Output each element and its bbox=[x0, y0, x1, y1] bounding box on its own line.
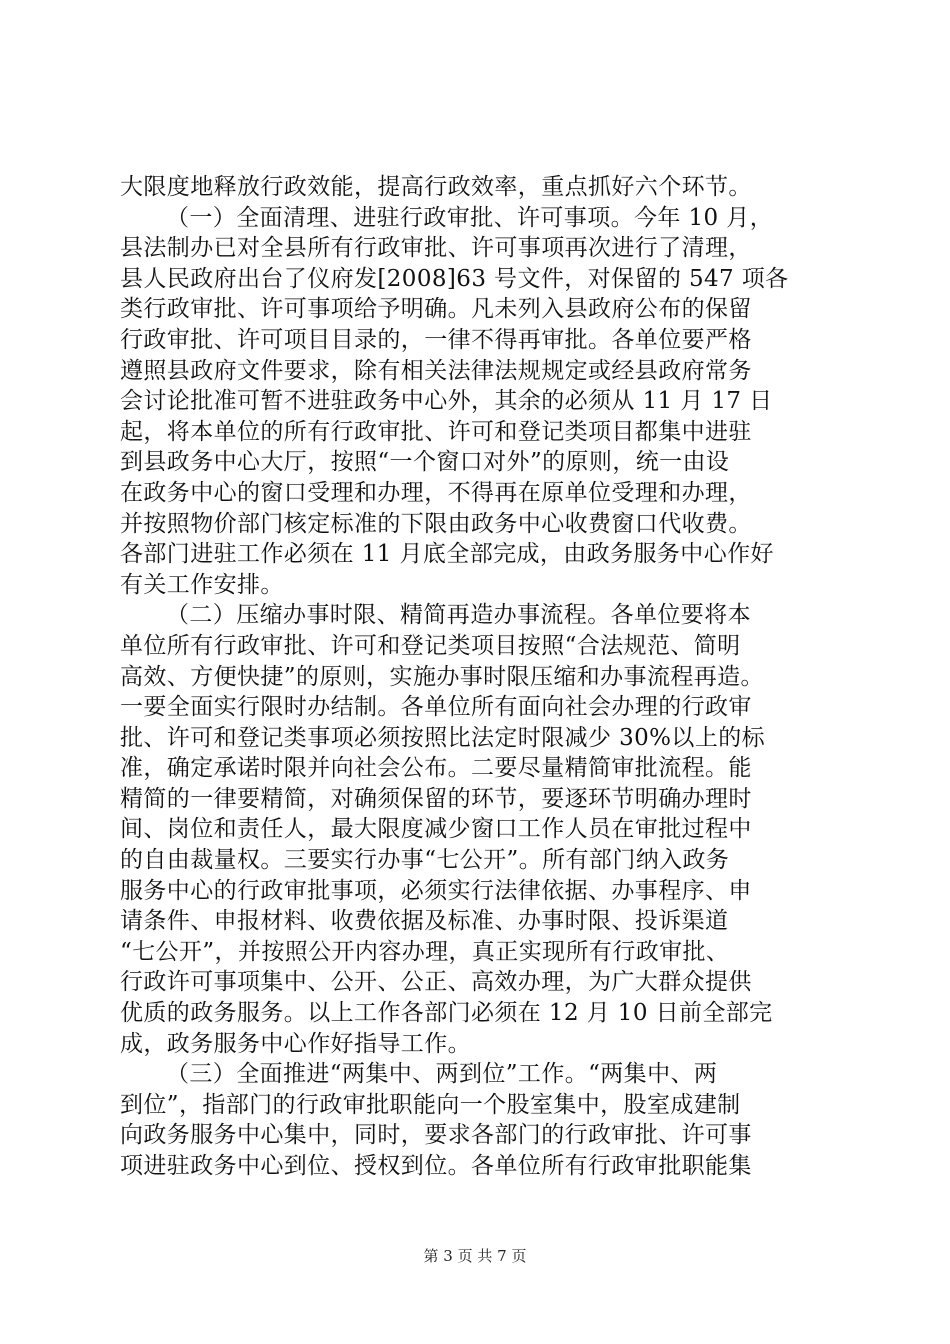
text-line: 各部门进驻工作必须在 11 月底全部完成，由政务服务中心作好 bbox=[120, 541, 774, 568]
text-line: 精简的一律要精简，对确须保留的环节，要逐环节明确办理时 bbox=[120, 785, 752, 812]
paragraph-first-line: （一）全面清理、进驻行政审批、许可事项。今年 10 月， bbox=[166, 204, 774, 231]
text-line: 大限度地释放行政效能，提高行政效率，重点抓好六个环节。 bbox=[120, 174, 752, 200]
text-line: 类行政审批、许可事项给予明确。凡未列入县政府公布的保留 bbox=[120, 296, 752, 323]
document-body bbox=[120, 172, 850, 1182]
text-line: 成，政务服务中心作好指导工作。 bbox=[120, 1030, 471, 1057]
text-line: 行政许可事项集中、公开、公正、高效办理，为广大群众提供 bbox=[120, 969, 752, 996]
text-line: 间、岗位和责任人，最大限度减少窗口工作人员在审批过程中 bbox=[120, 816, 752, 843]
text-line: 县法制办已对全县所有行政审批、许可事项再次进行了清理， bbox=[120, 235, 752, 262]
text-line: 遵照县政府文件要求，除有相关法律法规规定或经县政府常务 bbox=[120, 357, 752, 384]
text-line: 向政务服务中心集中，同时，要求各部门的行政审批、许可事 bbox=[120, 1122, 752, 1149]
text-line: 有关工作安排。 bbox=[120, 571, 284, 598]
text-line: 准，确定承诺时限并向社会公布。二要尽量精简审批流程。能 bbox=[120, 755, 752, 782]
text-line: 到县政务中心大厅，按照“一个窗口对外”的原则，统一由设 bbox=[120, 449, 730, 476]
text-line: 单位所有行政审批、许可和登记类项目按照“合法规范、简明 bbox=[120, 632, 741, 659]
text-line: 请条件、申报材料、收费依据及标准、办事时限、投诉渠道 bbox=[120, 908, 729, 935]
text-line: 行政审批、许可项目目录的，一律不得再审批。各单位要严格 bbox=[120, 326, 752, 353]
paragraph-first-line: （三）全面推进“两集中、两到位”工作。“两集中、两 bbox=[166, 1061, 718, 1088]
text-line: 优质的政务服务。以上工作各部门必须在 12 月 10 日前全部完 bbox=[120, 1000, 773, 1027]
text-line: 起，将本单位的所有行政审批、许可和登记类项目都集中进驻 bbox=[120, 418, 752, 445]
text-line: 会讨论批准可暂不进驻政务中心外，其余的必须从 11 月 17 日 bbox=[120, 388, 773, 415]
text-line: 在政务中心的窗口受理和办理，不得再在原单位受理和办理， bbox=[120, 479, 752, 506]
paragraph-first-line: （二）压缩办事时限、精简再造办事流程。各单位要将本 bbox=[166, 602, 751, 629]
text-line: 的自由裁量权。三要实行办事“七公开”。所有部门纳入政务 bbox=[120, 847, 730, 874]
text-line: 服务中心的行政审批事项，必须实行法律依据、办事程序、申 bbox=[120, 877, 752, 904]
text-line: 高效、方便快捷”的原则，实施办事时限压缩和办事流程再造。 bbox=[120, 663, 764, 690]
page-footer: 第 3 页 共 7 页 bbox=[423, 1247, 527, 1265]
text-line: 一要全面实行限时办结制。各单位所有面向社会办理的行政审 bbox=[120, 694, 752, 721]
text-line: 县人民政府出台了仪府发[2008]63 号文件，对保留的 547 项各 bbox=[120, 265, 789, 292]
text-line: “七公开”，并按照公开内容办理，真正实现所有行政审批、 bbox=[120, 938, 730, 965]
text-line: 并按照物价部门核定标准的下限由政务中心收费窗口代收费。 bbox=[120, 510, 752, 537]
text-line: 项进驻政务中心到位、授权到位。各单位所有行政审批职能集 bbox=[120, 1153, 752, 1179]
text-line: 批、许可和登记类事项必须按照比法定时限减少 30%以上的标 bbox=[120, 724, 766, 751]
text-line: 到位”，指部门的行政审批职能向一个股室集中，股室成建制 bbox=[120, 1091, 741, 1118]
